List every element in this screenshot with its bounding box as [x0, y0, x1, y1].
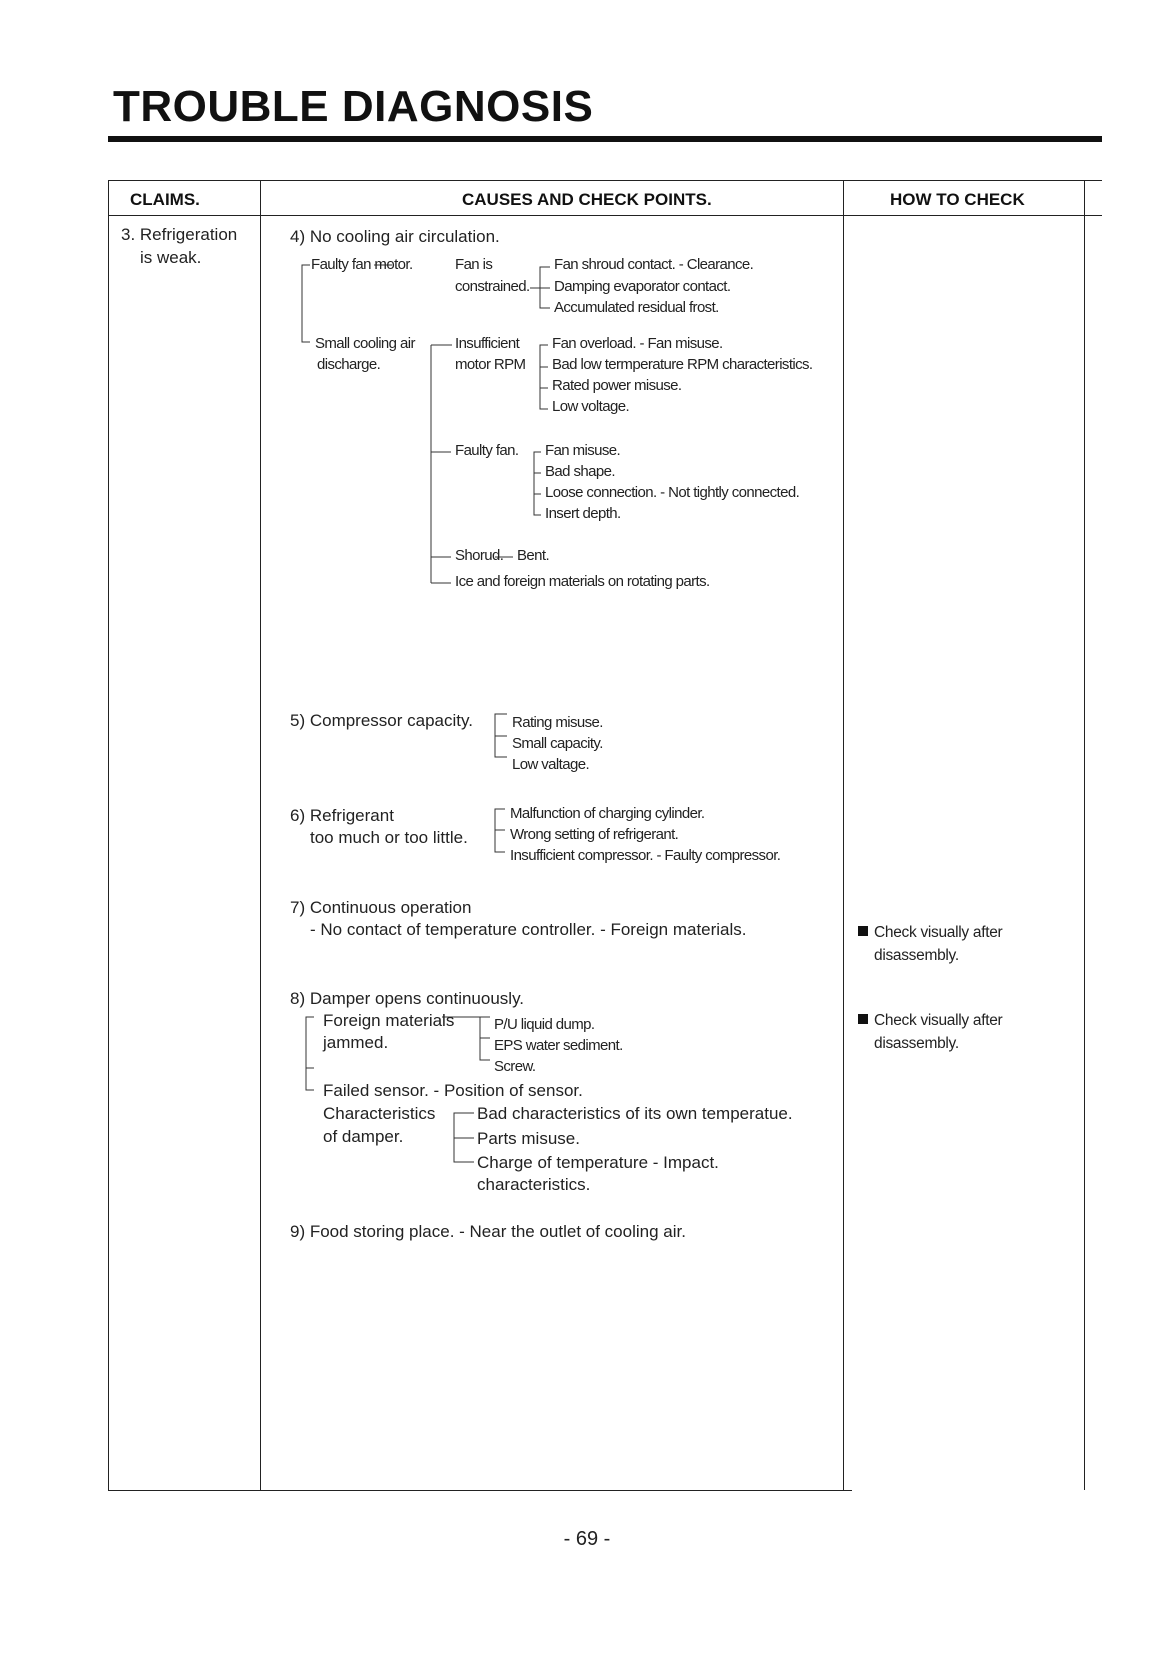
cause-8-pu-liquid: P/U liquid dump.: [494, 1016, 595, 1033]
cause-8-heading: 8) Damper opens continuously.: [290, 989, 525, 1008]
bullet-icon: [858, 1014, 868, 1024]
cause-8-characteristics-2: characteristics.: [477, 1175, 591, 1194]
cause-4-damping-contact: Damping evaporator contact.: [554, 278, 731, 295]
cause-4-insufficient: Insufficient: [455, 335, 520, 352]
cause-4-fan-misuse: Fan misuse.: [545, 442, 621, 459]
cause-5-rating-misuse: Rating misuse.: [512, 714, 603, 731]
how-to-check-item-2-text: Check visually after: [874, 1012, 1003, 1029]
header-claims: CLAIMS.: [130, 190, 200, 209]
cause-6-malfunction: Malfunction of charging cylinder.: [510, 805, 705, 822]
cause-4-heading: 4) No cooling air circulation.: [290, 227, 500, 246]
cause-4-bad-shape: Bad shape.: [545, 463, 615, 480]
cause-4-loose-connection: Loose connection. - Not tightly connected.: [545, 484, 800, 501]
cause-5-small-capacity: Small capacity.: [512, 735, 603, 752]
cause-4-faulty-fan-motor: Faulty fan motor.: [311, 256, 413, 273]
cause-4-constrained: constrained.: [455, 278, 530, 295]
cause-4-faulty-fan: Faulty fan.: [455, 442, 519, 459]
cause-8-screw: Screw.: [494, 1058, 536, 1075]
how-to-check-item-1-line-2: disassembly.: [874, 947, 959, 964]
cause-4-motor-rpm: motor RPM: [455, 356, 526, 373]
cause-4-bad-low-temp: Bad low termperature RPM characteristics.: [552, 356, 813, 373]
cause-4-insert-depth: Insert depth.: [545, 505, 621, 522]
cause-9-heading: 9) Food storing place. - Near the outlet of cooling air.: [290, 1222, 686, 1241]
cause-4-fan-is: Fan is: [455, 256, 493, 273]
cause-8-of-damper: of damper.: [323, 1127, 404, 1146]
cause-8-foreign-materials: Foreign materials: [323, 1011, 455, 1030]
cause-4-small-cooling-air: Small cooling air: [315, 335, 415, 352]
cause-6-insufficient-comp: Insufficient compressor. - Faulty compressor.: [510, 847, 781, 864]
cause-4-ice-foreign: Ice and foreign materials on rotating parts.: [455, 573, 710, 590]
cause-8-charge-temp: Charge of temperature - Impact.: [477, 1153, 719, 1172]
cause-5-low-valtage: Low valtage.: [512, 756, 590, 773]
cause-6-heading: 6) Refrigerant: [290, 806, 394, 825]
header-causes: CAUSES AND CHECK POINTS.: [462, 190, 712, 209]
cause-4-discharge: discharge.: [317, 356, 381, 373]
cause-8-parts-misuse: Parts misuse.: [477, 1129, 580, 1148]
cause-4-fan-overload: Fan overload. - Fan misuse.: [552, 335, 723, 352]
cause-6-wrong-setting: Wrong setting of refrigerant.: [510, 826, 679, 843]
bullet-icon: [858, 926, 868, 936]
cause-7-heading: 7) Continuous operation: [290, 898, 472, 917]
cause-8-characteristics: Characteristics: [323, 1104, 436, 1123]
cause-4-shorud: Shorud.: [455, 547, 504, 564]
cause-4-rated-power: Rated power misuse.: [552, 377, 682, 394]
cause-4-bent: Bent.: [517, 547, 550, 564]
cause-8-failed-sensor: Failed sensor. - Position of sensor.: [323, 1081, 583, 1100]
cause-7-detail: - No contact of temperature controller. - Foreign materials.: [310, 920, 747, 939]
header-how-to-check: HOW TO CHECK: [890, 190, 1025, 209]
cause-6-heading-2: too much or too little.: [310, 828, 468, 847]
cause-4-fan-shroud-contact: Fan shroud contact. - Clearance.: [554, 256, 754, 273]
claim-line-1: 3. Refrigeration: [121, 225, 238, 244]
cause-4-low-voltage: Low voltage.: [552, 398, 630, 415]
cause-8-bad-char: Bad characteristics of its own temperatue.: [477, 1104, 793, 1123]
page-title: TROUBLE DIAGNOSIS: [113, 82, 594, 131]
cause-8-eps-water: EPS water sediment.: [494, 1037, 623, 1054]
how-to-check-item-1: [858, 924, 1002, 942]
how-to-check-item-2: [858, 1012, 1002, 1030]
claim-line-2: is weak.: [140, 248, 202, 267]
cause-8-jammed: jammed.: [323, 1033, 389, 1052]
page-number: - 69 -: [563, 1528, 611, 1550]
cause-4-residual-frost: Accumulated residual frost.: [554, 299, 719, 316]
how-to-check-item-1-text: Check visually after: [874, 924, 1003, 941]
cause-5-heading: 5) Compressor capacity.: [290, 711, 473, 730]
how-to-check-item-2-line-2: disassembly.: [874, 1035, 959, 1052]
